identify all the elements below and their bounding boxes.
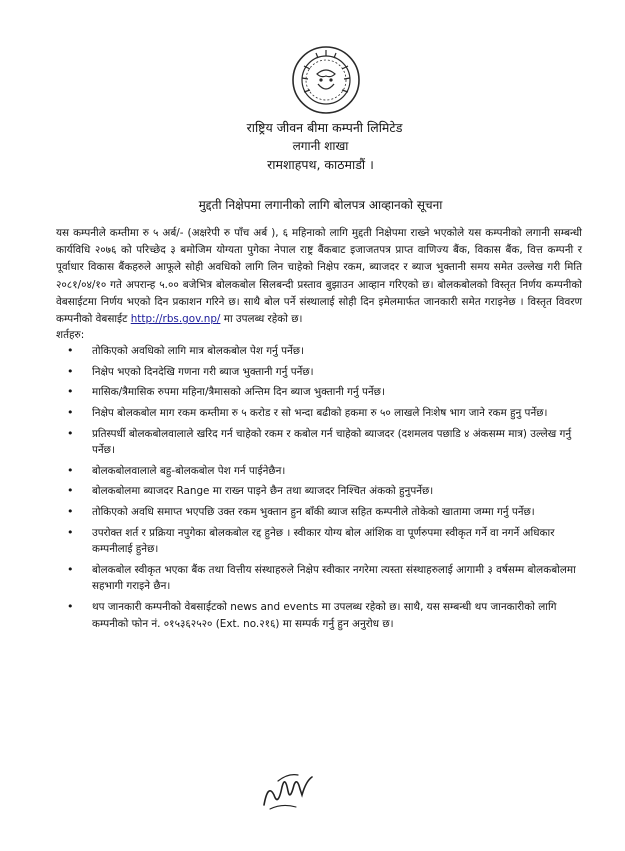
- organization-name: राष्ट्रिय जीवन बीमा कम्पनी लिमिटेड: [246, 120, 403, 135]
- condition-text: बोलकबोल स्वीकृत भएका बैंक तथा वित्तीय संस्थाहरुले निक्षेप स्वीकार नगरेमा त्यस्ता संस्थाहरुलाई आगामी ३ वर्षसम्म बोलकबोलमा सहभागी गराइने छैन।: [92, 563, 576, 593]
- condition-text: मासिक/त्रैमासिक रुपमा महिना/त्रैमासको अन्तिम दिन ब्याज भुक्तानी गर्नु पर्नेछ।: [92, 386, 385, 399]
- notice-intro-paragraph: [56, 225, 582, 328]
- company-seal-logo: [290, 44, 362, 116]
- condition-item: [56, 364, 582, 381]
- bullet-icon: •: [67, 385, 74, 399]
- bullet-icon: •: [67, 344, 74, 358]
- signature: [258, 765, 318, 815]
- condition-item: [56, 599, 582, 632]
- condition-item: [56, 384, 582, 401]
- notice-title: मुद्दती निक्षेपमा लगानीको लागि बोलपत्र आव्हानको सूचना: [198, 198, 443, 212]
- condition-item: [56, 525, 582, 558]
- condition-text: तोकिएको अवधि समाप्त भएपछि उक्त रकम भुक्तान हुन बाँकी ब्याज सहित कम्पनीले तोकेको खातामा जम्मा गर्नु पर्नेछ।: [92, 505, 535, 518]
- bullet-icon: •: [67, 406, 74, 419]
- bullet-icon: •: [67, 525, 74, 539]
- condition-item: [56, 343, 582, 360]
- condition-text: प्रतिस्पर्धी बोलकबोलवालाले खरिद गर्न चाहेको रकम र कबोल गर्न चाहेको ब्याजदर (दशमलव पछाडि ४ अंकसम्म मात्र) उल्लेख गर्नु पर्नेछ।: [92, 427, 572, 457]
- condition-item: [56, 483, 582, 500]
- branch-name: लगानी शाखा: [292, 139, 349, 153]
- conditions-heading: शर्तहरु:: [56, 329, 85, 342]
- intro-text: यस कम्पनीले कम्तीमा रु ५ अर्ब/- (अक्षरेपी रु पाँच अर्ब ), ६ महिनाको लागि मुद्दती निक्षेपमा राख्ने भएकोले यस कम्पनीको लगानी सम्बन्धी कार्यविधि २०७६ को परिच्छेद ३ बमोजिम योग्यता पुगेका नेपाल राष्ट्र बैंकबाट इजाजतपत्र प्राप्त वाणिज्य बैंक, विकास बैंक, वित्त कम्पनी र पूर्वाधार विकास बैंकहरुले आफूले सोही अवधिको लागि लिन चाहेको निक्षेप रकम, ब्याजदर र ब्याज भुक्तानी समय समेत उल्लेख गरी मिति २०८१/०४/१० गते अपरान्ह ५.०० बजेभित्र बोलकबोल सिलबन्दी प्रस्ताव बुझाउन आव्हान गरिएको छ। बोलकबोलको विस्तृत निर्णय कम्पनीको वेबसाईटमा निर्णय भएको दिन प्रकाशन गरिने छ। साथै बोल पर्ने संस्थालाई सोही दिन इमेलमार्फत जानकारी समेत गराइनेछ । विस्तृत विवरण कम्पनीको वेबसाईट: [56, 227, 582, 326]
- office-address: रामशाहपथ, काठमाडौं ।: [267, 157, 374, 172]
- bullet-icon: •: [67, 364, 74, 378]
- bullet-icon: •: [67, 599, 74, 613]
- notice-body: [56, 225, 582, 636]
- condition-text: थप जानकारी कम्पनीको वेबसाईटको news and events मा उपलब्ध रहेको छ। साथै, यस सम्बन्धी थप जानकारीको लागि कम्पनीको फोन नं. ०१५३६२५२० (Ext. no.२१६) मा सम्पर्क गर्नु हुन अनुरोध छ।: [92, 600, 557, 630]
- bullet-icon: •: [67, 504, 74, 518]
- condition-item: [56, 562, 582, 595]
- bullet-icon: •: [67, 463, 74, 477]
- conditions-list: [56, 343, 582, 632]
- condition-text: निक्षेप बोलकबोल माग रकम कम्तीमा रु ५ करोड र सो भन्दा बढीको हकमा रु ५० लाखले निःशेष भाग जाने रकम हुनु पर्नेछ।: [92, 407, 548, 419]
- condition-text: बोलकबोलमा ब्याजदर Range मा राख्न पाइने छैन तथा ब्याजदर निश्चित अंकको हुनुपर्नेछ।: [92, 485, 434, 498]
- condition-text: बोलकबोलवालाले बहु-बोलकबोल पेश गर्न पाईनेछैन।: [92, 464, 286, 477]
- condition-item: [56, 463, 582, 480]
- condition-text: उपरोक्त शर्त र प्रक्रिया नपुगेका बोलकबोल रद्द हुनेछ । स्वीकार योग्य बोल आंशिक वा पूर्णरुपमा स्वीकृत गर्ने वा नगर्ने अधिकार कम्पनीलाई हुनेछ।: [92, 526, 555, 556]
- condition-text: निक्षेप भएको दिनदेखि गणना गरी ब्याज भुक्तानी गर्नु पर्नेछ।: [92, 365, 314, 378]
- condition-item: [56, 426, 582, 459]
- bullet-icon: •: [67, 426, 74, 440]
- bullet-icon: •: [67, 562, 74, 576]
- condition-item: [56, 405, 582, 422]
- bullet-icon: •: [67, 484, 74, 498]
- intro-text-end: मा उपलब्ध रहेको छ।: [220, 313, 303, 326]
- condition-item: [56, 504, 582, 521]
- condition-text: तोकिएको अवधिको लागि मात्र बोलकबोल पेश गर्नु पर्नेछ।: [92, 345, 304, 358]
- website-link[interactable]: http://rbs.gov.np/: [130, 313, 221, 326]
